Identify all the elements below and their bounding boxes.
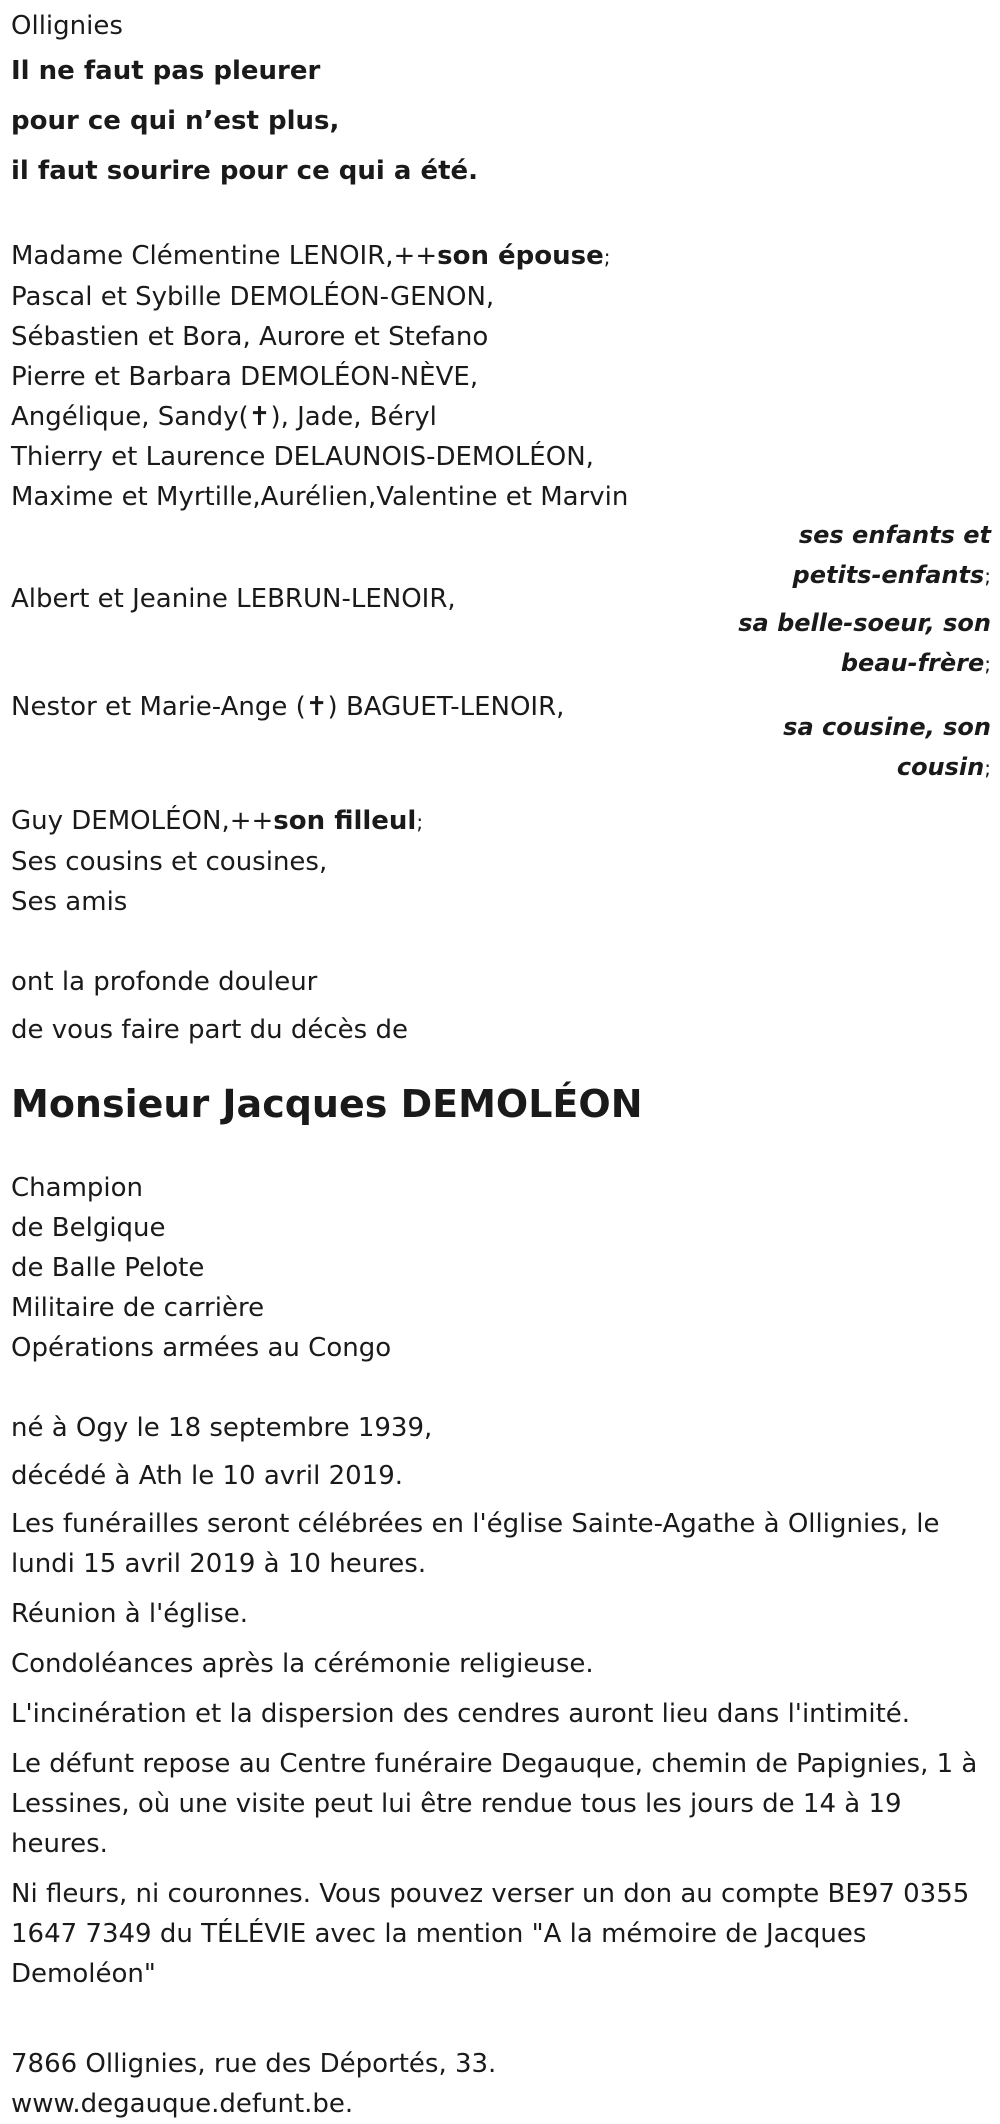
poem-line: il faut sourire pour ce qui a été.: [11, 156, 479, 186]
poem-line: Il ne faut pas pleurer: [11, 56, 321, 86]
deceased-titles: [11, 1168, 991, 1368]
announcement-line: de vous faire part du décès de: [11, 1015, 408, 1045]
cousins-relation: sa cousine, son cousin;: [783, 713, 991, 781]
in-laws-row: [11, 584, 991, 701]
detail-paragraph: Ni fleurs, ni couronnes. Vous pouvez verser un don au compte BE97 0355 1647 7349 du TÉLÉVIE avec la mention "A la mémoire de Jacques Demoléon": [11, 1879, 970, 1989]
title-line: Champion: [11, 1173, 144, 1203]
title-line: Militaire de carrière: [11, 1293, 265, 1323]
separator: ;: [603, 245, 611, 269]
children-line: Pascal et Sybille DEMOLÉON-GENON,: [11, 282, 495, 312]
children-line: Thierry et Laurence DELAUNOIS-DEMOLÉON,: [11, 442, 594, 472]
children-line: Pierre et Barbara DEMOLÉON-NÈVE,: [11, 362, 479, 392]
spouse-name: Madame Clémentine LENOIR,++: [11, 241, 438, 271]
place-name: Ollignies: [11, 11, 123, 41]
birth-info: né à Ogy le 18 septembre 1939,: [11, 1413, 433, 1443]
website: www.degauque.defunt.be.: [11, 2089, 354, 2119]
children-line: Maxime et Myrtille,Aurélien,Valentine et Marvin: [11, 482, 629, 512]
cousins-name: Nestor et Marie-Ange (✝) BAGUET-LENOIR,: [11, 692, 565, 722]
children-line: Sébastien et Bora, Aurore et Stefano: [11, 322, 489, 352]
family-list: [11, 236, 991, 922]
title-line: de Belgique: [11, 1213, 166, 1243]
others-line: Ses cousins et cousines,: [11, 847, 328, 877]
children-relation: ses enfants et petits-enfants;: [792, 521, 991, 589]
title-line: de Balle Pelote: [11, 1253, 205, 1283]
spouse-role: son épouse: [437, 241, 604, 271]
announcement-line: ont la profonde douleur: [11, 967, 318, 997]
detail-paragraph: Réunion à l'église.: [11, 1599, 249, 1629]
cousins-row: [11, 692, 991, 801]
death-info: décédé à Ath le 10 avril 2019.: [11, 1461, 404, 1491]
godson-name: Guy DEMOLÉON,++: [11, 806, 274, 836]
children-line: Angélique, Sandy(✝), Jade, Béryl: [11, 402, 437, 432]
detail-paragraph: L'incinération et la dispersion des cendres auront lieu dans l'intimité.: [11, 1699, 911, 1729]
godson-role: son filleul: [273, 806, 417, 836]
obituary: [11, 6, 991, 2124]
separator: ;: [416, 810, 424, 834]
poem: [11, 46, 991, 196]
poem-line: pour ce qui n’est plus,: [11, 106, 340, 136]
others-line: Ses amis: [11, 887, 128, 917]
deceased-name: Monsieur Jacques DEMOLÉON: [11, 1082, 643, 1126]
title-line: Opérations armées au Congo: [11, 1333, 392, 1363]
in-laws-relation: sa belle-soeur, son beau-frère;: [738, 609, 991, 677]
spouse-line: [11, 236, 991, 277]
detail-paragraph: Condoléances après la cérémonie religieuse.: [11, 1649, 594, 1679]
in-laws-name: Albert et Jeanine LEBRUN-LENOIR,: [11, 584, 456, 614]
godson-line: [11, 801, 991, 842]
detail-paragraph: Les funérailles seront célébrées en l'église Sainte-Agathe à Ollignies, le lundi 15 avril 2019 à 10 heures.: [11, 1509, 940, 1579]
detail-paragraph: Le défunt repose au Centre funéraire Degauque, chemin de Papignies, 1 à Lessines, où une visite peut lui être rendue tous les jours de 14 à 19 heures.: [11, 1749, 978, 1859]
address: 7866 Ollignies, rue des Déportés, 33.: [11, 2049, 497, 2079]
funeral-details: [11, 1504, 991, 1994]
